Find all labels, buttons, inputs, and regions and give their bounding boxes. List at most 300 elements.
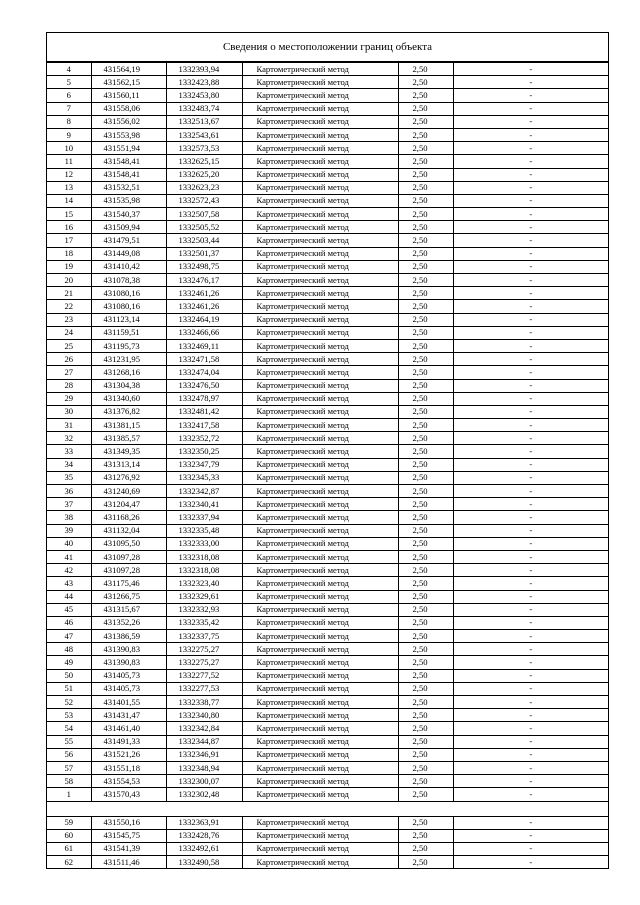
description-cell: -: [453, 696, 608, 709]
precision-cell: 2,50: [398, 353, 453, 366]
point-number-cell: 27: [47, 366, 91, 379]
point-number-cell: 35: [47, 471, 91, 484]
table-row: [47, 142, 608, 155]
table-row: [47, 300, 608, 313]
table-row: [47, 313, 608, 326]
table-row: [47, 656, 608, 669]
point-number-cell: 45: [47, 603, 91, 616]
method-cell: Картометрический метод: [242, 669, 398, 682]
table-row: [47, 102, 608, 115]
point-number-cell: 14: [47, 194, 91, 207]
method-cell: Картометрический метод: [242, 419, 398, 432]
point-number-cell: 20: [47, 274, 91, 287]
method-cell: Картометрический метод: [242, 537, 398, 550]
precision-cell: 2,50: [398, 511, 453, 524]
y-coordinate-cell: 1332275,27: [166, 656, 242, 669]
method-cell: Картометрический метод: [242, 313, 398, 326]
precision-cell: 2,50: [398, 458, 453, 471]
point-number-cell: 10: [47, 142, 91, 155]
method-cell: Картометрический метод: [242, 603, 398, 616]
method-cell: Картометрический метод: [242, 63, 398, 76]
description-cell: -: [453, 564, 608, 577]
y-coordinate-cell: 1332423,88: [166, 76, 242, 89]
description-cell: -: [453, 379, 608, 392]
x-coordinate-cell: 431479,51: [91, 234, 166, 247]
point-number-cell: 18: [47, 247, 91, 260]
point-number-cell: 22: [47, 300, 91, 313]
method-cell: Картометрический метод: [242, 829, 398, 842]
x-coordinate-cell: 431376,82: [91, 405, 166, 418]
x-coordinate-cell: 431553,98: [91, 128, 166, 141]
description-cell: -: [453, 115, 608, 128]
table-row: [47, 445, 608, 458]
table-row: [47, 247, 608, 260]
precision-cell: 2,50: [398, 432, 453, 445]
x-coordinate-cell: 431562,15: [91, 76, 166, 89]
y-coordinate-cell: 1332335,42: [166, 616, 242, 629]
point-number-cell: 17: [47, 234, 91, 247]
table-row: [47, 115, 608, 128]
x-coordinate-cell: 431405,73: [91, 669, 166, 682]
y-coordinate-cell: 1332340,80: [166, 709, 242, 722]
y-coordinate-cell: 1332338,77: [166, 696, 242, 709]
table-row: [47, 208, 608, 221]
point-number-cell: 32: [47, 432, 91, 445]
description-cell: -: [453, 643, 608, 656]
precision-cell: 2,50: [398, 471, 453, 484]
table-row: [47, 392, 608, 405]
y-coordinate-cell: 1332345,33: [166, 471, 242, 484]
point-number-cell: 37: [47, 498, 91, 511]
description-cell: -: [453, 511, 608, 524]
point-number-cell: 62: [47, 856, 91, 869]
description-cell: -: [453, 577, 608, 590]
method-cell: Картометрический метод: [242, 735, 398, 748]
table-row: [47, 221, 608, 234]
precision-cell: 2,50: [398, 564, 453, 577]
method-cell: Картометрический метод: [242, 788, 398, 801]
description-cell: -: [453, 419, 608, 432]
description-cell: -: [453, 682, 608, 695]
description-cell: -: [453, 735, 608, 748]
method-cell: Картометрический метод: [242, 76, 398, 89]
point-number-cell: 44: [47, 590, 91, 603]
description-cell: -: [453, 816, 608, 829]
point-number-cell: 41: [47, 550, 91, 563]
point-number-cell: 48: [47, 643, 91, 656]
precision-cell: 2,50: [398, 339, 453, 352]
y-coordinate-cell: 1332483,74: [166, 102, 242, 115]
method-cell: Картометрический метод: [242, 445, 398, 458]
y-coordinate-cell: 1332461,26: [166, 287, 242, 300]
y-coordinate-cell: 1332464,19: [166, 313, 242, 326]
table-body-main: [47, 63, 608, 802]
point-number-cell: 36: [47, 485, 91, 498]
point-number-cell: 15: [47, 208, 91, 221]
y-coordinate-cell: 1332625,20: [166, 168, 242, 181]
y-coordinate-cell: 1332335,48: [166, 524, 242, 537]
precision-cell: 2,50: [398, 577, 453, 590]
table-row: [47, 669, 608, 682]
x-coordinate-cell: 431352,26: [91, 616, 166, 629]
y-coordinate-cell: 1332363,91: [166, 816, 242, 829]
method-cell: Картометрический метод: [242, 696, 398, 709]
y-coordinate-cell: 1332344,87: [166, 735, 242, 748]
description-cell: -: [453, 89, 608, 102]
table-row: [47, 603, 608, 616]
y-coordinate-cell: 1332466,66: [166, 326, 242, 339]
y-coordinate-cell: 1332572,43: [166, 194, 242, 207]
x-coordinate-cell: 431461,40: [91, 722, 166, 735]
method-cell: Картометрический метод: [242, 274, 398, 287]
description-cell: -: [453, 842, 608, 855]
table-row: [47, 842, 608, 855]
precision-cell: 2,50: [398, 102, 453, 115]
point-number-cell: 42: [47, 564, 91, 577]
page-title: Сведения о местоположении границ объекта: [47, 33, 608, 62]
point-number-cell: 9: [47, 128, 91, 141]
table-row: [47, 524, 608, 537]
x-coordinate-cell: 431548,41: [91, 155, 166, 168]
table-row: [47, 577, 608, 590]
method-cell: Картометрический метод: [242, 366, 398, 379]
description-cell: -: [453, 722, 608, 735]
method-cell: Картометрический метод: [242, 590, 398, 603]
y-coordinate-cell: 1332337,94: [166, 511, 242, 524]
x-coordinate-cell: 431521,26: [91, 748, 166, 761]
coordinates-table: [47, 62, 608, 869]
point-number-cell: 61: [47, 842, 91, 855]
x-coordinate-cell: 431535,98: [91, 194, 166, 207]
x-coordinate-cell: 431550,16: [91, 816, 166, 829]
precision-cell: 2,50: [398, 656, 453, 669]
method-cell: Картометрический метод: [242, 405, 398, 418]
y-coordinate-cell: 1332302,48: [166, 788, 242, 801]
point-number-cell: 16: [47, 221, 91, 234]
y-coordinate-cell: 1332275,27: [166, 643, 242, 656]
x-coordinate-cell: 431315,67: [91, 603, 166, 616]
description-cell: -: [453, 366, 608, 379]
precision-cell: 2,50: [398, 643, 453, 656]
method-cell: Картометрический метод: [242, 115, 398, 128]
x-coordinate-cell: 431509,94: [91, 221, 166, 234]
description-cell: -: [453, 274, 608, 287]
table-row: [47, 829, 608, 842]
description-cell: -: [453, 445, 608, 458]
method-cell: Картометрический метод: [242, 102, 398, 115]
y-coordinate-cell: 1332333,00: [166, 537, 242, 550]
y-coordinate-cell: 1332507,58: [166, 208, 242, 221]
point-number-cell: 55: [47, 735, 91, 748]
x-coordinate-cell: 431541,39: [91, 842, 166, 855]
method-cell: Картометрический метод: [242, 353, 398, 366]
table-row: [47, 260, 608, 273]
description-cell: -: [453, 300, 608, 313]
x-coordinate-cell: 431449,08: [91, 247, 166, 260]
precision-cell: 2,50: [398, 234, 453, 247]
point-number-cell: 26: [47, 353, 91, 366]
method-cell: Картометрический метод: [242, 761, 398, 774]
method-cell: Картометрический метод: [242, 564, 398, 577]
x-coordinate-cell: 431097,28: [91, 564, 166, 577]
table-row: [47, 485, 608, 498]
precision-cell: 2,50: [398, 274, 453, 287]
point-number-cell: 47: [47, 630, 91, 643]
point-number-cell: 7: [47, 102, 91, 115]
table-row: [47, 339, 608, 352]
x-coordinate-cell: 431080,16: [91, 287, 166, 300]
point-number-cell: 23: [47, 313, 91, 326]
description-cell: -: [453, 63, 608, 76]
description-cell: -: [453, 155, 608, 168]
method-cell: Картометрический метод: [242, 234, 398, 247]
precision-cell: 2,50: [398, 603, 453, 616]
x-coordinate-cell: 431410,42: [91, 260, 166, 273]
y-coordinate-cell: 1332342,87: [166, 485, 242, 498]
y-coordinate-cell: 1332346,91: [166, 748, 242, 761]
x-coordinate-cell: 431159,51: [91, 326, 166, 339]
precision-cell: 2,50: [398, 630, 453, 643]
point-number-cell: 51: [47, 682, 91, 695]
x-coordinate-cell: 431268,16: [91, 366, 166, 379]
table-row: [47, 616, 608, 629]
description-cell: -: [453, 775, 608, 788]
description-cell: -: [453, 326, 608, 339]
table-row: [47, 419, 608, 432]
y-coordinate-cell: 1332350,25: [166, 445, 242, 458]
table-row: [47, 89, 608, 102]
x-coordinate-cell: 431097,28: [91, 550, 166, 563]
description-cell: -: [453, 142, 608, 155]
table-row: [47, 630, 608, 643]
precision-cell: 2,50: [398, 485, 453, 498]
precision-cell: 2,50: [398, 735, 453, 748]
precision-cell: 2,50: [398, 392, 453, 405]
y-coordinate-cell: 1332417,58: [166, 419, 242, 432]
point-number-cell: 19: [47, 260, 91, 273]
method-cell: Картометрический метод: [242, 630, 398, 643]
description-cell: -: [453, 498, 608, 511]
point-number-cell: 50: [47, 669, 91, 682]
point-number-cell: 40: [47, 537, 91, 550]
point-number-cell: 29: [47, 392, 91, 405]
method-cell: Картометрический метод: [242, 511, 398, 524]
x-coordinate-cell: 431381,15: [91, 419, 166, 432]
y-coordinate-cell: 1332623,23: [166, 181, 242, 194]
description-cell: -: [453, 603, 608, 616]
x-coordinate-cell: 431511,46: [91, 856, 166, 869]
y-coordinate-cell: 1332277,52: [166, 669, 242, 682]
x-coordinate-cell: 431548,41: [91, 168, 166, 181]
description-cell: -: [453, 287, 608, 300]
method-cell: Картометрический метод: [242, 194, 398, 207]
description-cell: -: [453, 339, 608, 352]
precision-cell: 2,50: [398, 722, 453, 735]
description-cell: -: [453, 537, 608, 550]
method-cell: Картометрический метод: [242, 550, 398, 563]
y-coordinate-cell: 1332490,58: [166, 856, 242, 869]
table-row: [47, 432, 608, 445]
point-number-cell: 6: [47, 89, 91, 102]
precision-cell: 2,50: [398, 155, 453, 168]
x-coordinate-cell: 431123,14: [91, 313, 166, 326]
precision-cell: 2,50: [398, 419, 453, 432]
table-row: [47, 458, 608, 471]
point-number-cell: 38: [47, 511, 91, 524]
method-cell: Картометрический метод: [242, 142, 398, 155]
point-number-cell: 59: [47, 816, 91, 829]
method-cell: Картометрический метод: [242, 326, 398, 339]
precision-cell: 2,50: [398, 816, 453, 829]
precision-cell: 2,50: [398, 856, 453, 869]
x-coordinate-cell: 431532,51: [91, 181, 166, 194]
x-coordinate-cell: 431554,53: [91, 775, 166, 788]
table-row: [47, 234, 608, 247]
description-cell: -: [453, 616, 608, 629]
coordinates-sheet: [46, 32, 609, 869]
y-coordinate-cell: 1332300,07: [166, 775, 242, 788]
point-number-cell: 11: [47, 155, 91, 168]
description-cell: -: [453, 234, 608, 247]
y-coordinate-cell: 1332342,84: [166, 722, 242, 735]
x-coordinate-cell: 431390,83: [91, 643, 166, 656]
table-row: [47, 353, 608, 366]
description-cell: -: [453, 761, 608, 774]
description-cell: -: [453, 194, 608, 207]
table-row: [47, 511, 608, 524]
method-cell: Картометрический метод: [242, 842, 398, 855]
precision-cell: 2,50: [398, 842, 453, 855]
table-row: [47, 761, 608, 774]
method-cell: Картометрический метод: [242, 616, 398, 629]
x-coordinate-cell: 431168,26: [91, 511, 166, 524]
description-cell: -: [453, 669, 608, 682]
point-number-cell: 8: [47, 115, 91, 128]
table-row: [47, 564, 608, 577]
table-row: [47, 155, 608, 168]
precision-cell: 2,50: [398, 63, 453, 76]
gap-cell: [47, 801, 608, 816]
x-coordinate-cell: 431349,35: [91, 445, 166, 458]
y-coordinate-cell: 1332352,72: [166, 432, 242, 445]
precision-cell: 2,50: [398, 709, 453, 722]
x-coordinate-cell: 431240,69: [91, 485, 166, 498]
method-cell: Картометрический метод: [242, 643, 398, 656]
point-number-cell: 1: [47, 788, 91, 801]
y-coordinate-cell: 1332337,75: [166, 630, 242, 643]
point-number-cell: 12: [47, 168, 91, 181]
point-number-cell: 5: [47, 76, 91, 89]
x-coordinate-cell: 431175,46: [91, 577, 166, 590]
precision-cell: 2,50: [398, 366, 453, 379]
table-row: [47, 816, 608, 829]
table-row: [47, 379, 608, 392]
point-number-cell: 54: [47, 722, 91, 735]
table-row: [47, 735, 608, 748]
precision-cell: 2,50: [398, 168, 453, 181]
precision-cell: 2,50: [398, 247, 453, 260]
description-cell: -: [453, 471, 608, 484]
y-coordinate-cell: 1332505,52: [166, 221, 242, 234]
point-number-cell: 25: [47, 339, 91, 352]
description-cell: -: [453, 260, 608, 273]
precision-cell: 2,50: [398, 829, 453, 842]
x-coordinate-cell: 431231,95: [91, 353, 166, 366]
description-cell: -: [453, 128, 608, 141]
y-coordinate-cell: 1332318,08: [166, 550, 242, 563]
method-cell: Картометрический метод: [242, 221, 398, 234]
point-number-cell: 31: [47, 419, 91, 432]
y-coordinate-cell: 1332476,17: [166, 274, 242, 287]
description-cell: -: [453, 788, 608, 801]
precision-cell: 2,50: [398, 590, 453, 603]
description-cell: -: [453, 485, 608, 498]
method-cell: Картометрический метод: [242, 656, 398, 669]
table-row: [47, 287, 608, 300]
precision-cell: 2,50: [398, 221, 453, 234]
table-body-extra: [47, 816, 608, 869]
precision-cell: 2,50: [398, 405, 453, 418]
method-cell: Картометрический метод: [242, 128, 398, 141]
point-number-cell: 33: [47, 445, 91, 458]
method-cell: Картометрический метод: [242, 485, 398, 498]
x-coordinate-cell: 431401,55: [91, 696, 166, 709]
y-coordinate-cell: 1332428,76: [166, 829, 242, 842]
table-row: [47, 748, 608, 761]
description-cell: -: [453, 432, 608, 445]
method-cell: Картометрический метод: [242, 748, 398, 761]
x-coordinate-cell: 431551,18: [91, 761, 166, 774]
precision-cell: 2,50: [398, 208, 453, 221]
point-number-cell: 13: [47, 181, 91, 194]
method-cell: Картометрический метод: [242, 300, 398, 313]
y-coordinate-cell: 1332498,75: [166, 260, 242, 273]
description-cell: -: [453, 656, 608, 669]
method-cell: Картометрический метод: [242, 155, 398, 168]
precision-cell: 2,50: [398, 326, 453, 339]
table-row: [47, 405, 608, 418]
x-coordinate-cell: 431132,04: [91, 524, 166, 537]
precision-cell: 2,50: [398, 181, 453, 194]
y-coordinate-cell: 1332476,50: [166, 379, 242, 392]
y-coordinate-cell: 1332573,53: [166, 142, 242, 155]
method-cell: Картометрический метод: [242, 682, 398, 695]
precision-cell: 2,50: [398, 76, 453, 89]
x-coordinate-cell: 431386,59: [91, 630, 166, 643]
gap-row: [47, 801, 608, 816]
method-cell: Картометрический метод: [242, 709, 398, 722]
table-row: [47, 326, 608, 339]
x-coordinate-cell: 431276,92: [91, 471, 166, 484]
method-cell: Картометрический метод: [242, 181, 398, 194]
x-coordinate-cell: 431313,14: [91, 458, 166, 471]
y-coordinate-cell: 1332393,94: [166, 63, 242, 76]
precision-cell: 2,50: [398, 142, 453, 155]
table-row: [47, 550, 608, 563]
table-row: [47, 168, 608, 181]
method-cell: Картометрический метод: [242, 287, 398, 300]
method-cell: Картометрический метод: [242, 577, 398, 590]
x-coordinate-cell: 431405,73: [91, 682, 166, 695]
point-number-cell: 24: [47, 326, 91, 339]
table-row: [47, 643, 608, 656]
description-cell: -: [453, 76, 608, 89]
description-cell: -: [453, 709, 608, 722]
method-cell: Картометрический метод: [242, 392, 398, 405]
point-number-cell: 52: [47, 696, 91, 709]
x-coordinate-cell: 431304,38: [91, 379, 166, 392]
precision-cell: 2,50: [398, 498, 453, 511]
